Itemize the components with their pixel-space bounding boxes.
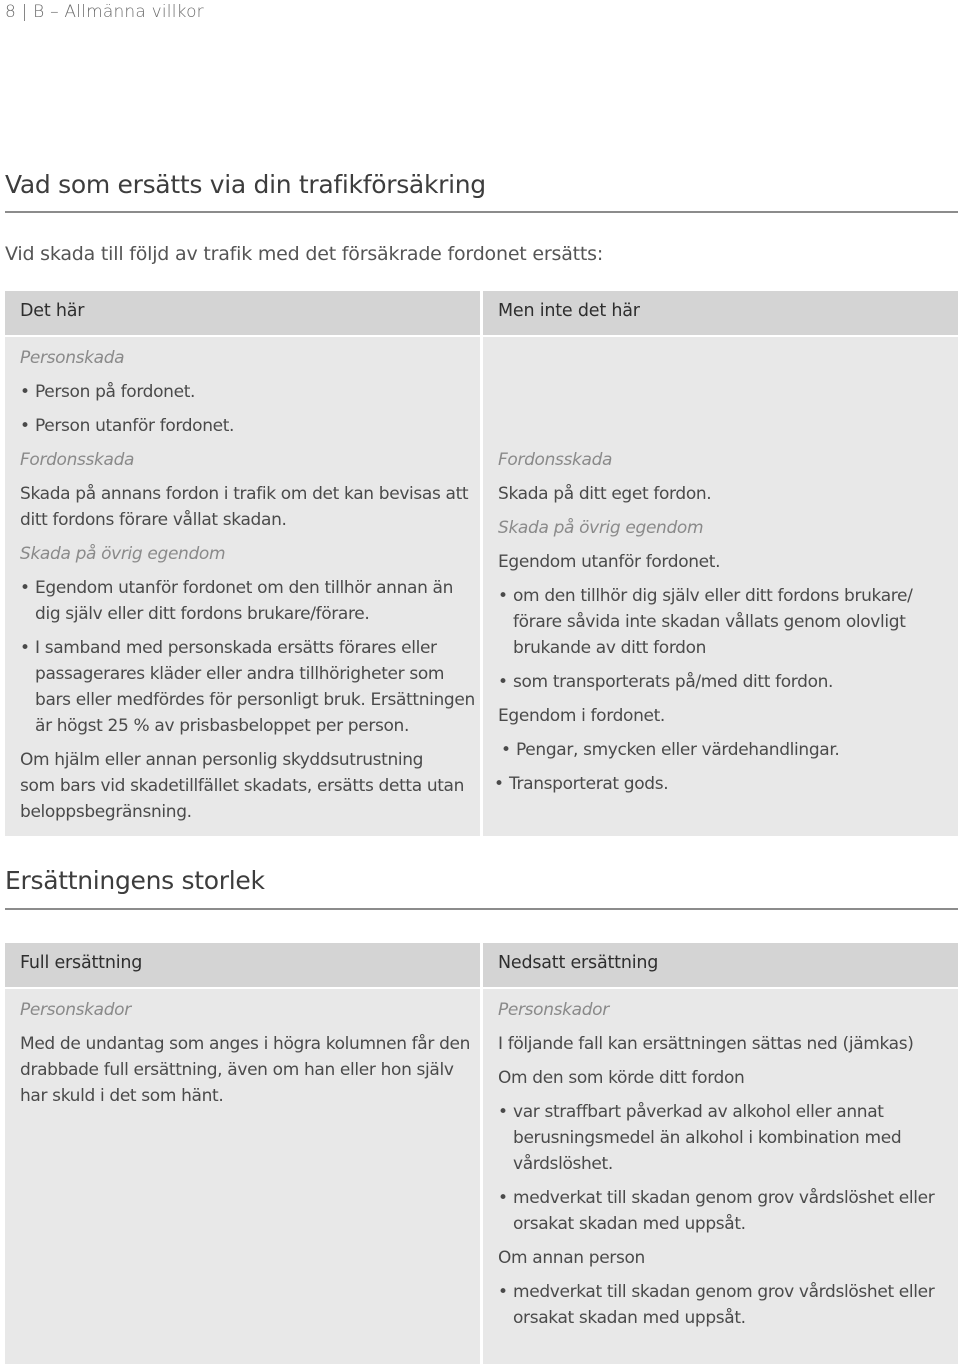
- list-item: • I samband med personskada ersätts förares eller: [35, 635, 437, 661]
- list-item-continuation: orsakat skadan med uppsåt.: [513, 1214, 746, 1234]
- list-item: • medverkat till skadan genom grov vårdslöshet eller: [513, 1279, 934, 1305]
- column-header-det-har: Det här: [20, 301, 85, 321]
- section-title-trafikforsakring: Vad som ersätts via din trafikförsäkring: [5, 170, 486, 199]
- list-item-continuation: orsakat skadan med uppsåt.: [513, 1308, 746, 1328]
- compensation-left-header-cell: [5, 943, 480, 987]
- list-item: • Transporterat gods.: [509, 771, 668, 797]
- paragraph-line: I följande fall kan ersättningen sättas ned (jämkas): [498, 1034, 914, 1054]
- heading-ovrig-egendom: Skada på övrig egendom: [498, 518, 704, 538]
- paragraph-line: Om den som körde ditt fordon: [498, 1068, 745, 1088]
- compensation-right-body: [483, 989, 958, 1364]
- paragraph-line: drabbade full ersättning, även om han eller hon själv: [20, 1060, 454, 1080]
- list-item-continuation: vårdslöshet.: [513, 1154, 613, 1174]
- section-subtitle: Vid skada till följd av trafik med det försäkrade fordonet ersätts:: [5, 243, 604, 265]
- list-item-continuation: brukande av ditt fordon: [513, 638, 707, 658]
- list-item: • Egendom utanför fordonet om den tillhör annan än: [35, 575, 453, 601]
- heading-fordonsskada: Fordonsskada: [498, 450, 613, 470]
- page-header: 8 | B – Allmänna villkor: [5, 2, 204, 22]
- list-item: • som transporterats på/med ditt fordon.: [513, 669, 833, 695]
- list-item-continuation: dig själv eller ditt fordons brukare/förare.: [35, 604, 370, 624]
- paragraph-line: Med de undantag som anges i högra kolumnen får den: [20, 1034, 471, 1054]
- list-item: • Person utanför fordonet.: [35, 413, 234, 439]
- coverage-right-body: [483, 337, 958, 836]
- list-item: • Pengar, smycken eller värdehandlingar.: [516, 737, 839, 763]
- column-header-full-ersattning: Full ersättning: [20, 953, 143, 973]
- paragraph-line: Skada på ditt eget fordon.: [498, 484, 712, 504]
- compensation-left-body: [5, 989, 480, 1364]
- heading-fordonsskada: Fordonsskada: [20, 450, 135, 470]
- compensation-table: [5, 943, 958, 1364]
- list-item: • om den tillhör dig själv eller ditt fordons brukare/: [513, 583, 913, 609]
- paragraph-line: Skada på annans fordon i trafik om det kan bevisas att: [20, 484, 469, 504]
- list-item-continuation: passagerares kläder eller andra tillhörigheter som: [35, 664, 445, 684]
- list-item: • medverkat till skadan genom grov vårdslöshet eller: [513, 1185, 934, 1211]
- column-header-men-inte: Men inte det här: [498, 301, 640, 321]
- section-rule: [5, 908, 958, 910]
- paragraph-line: beloppsbegränsning.: [20, 802, 192, 822]
- paragraph-line: som bars vid skadetillfället skadats, ersätts detta utan: [20, 776, 465, 796]
- paragraph-line: Om annan person: [498, 1248, 645, 1268]
- column-header-nedsatt-ersattning: Nedsatt ersättning: [498, 953, 659, 973]
- list-item-continuation: förare såvida inte skadan vållats genom olovligt: [513, 612, 906, 632]
- compensation-right-header-cell: [483, 943, 958, 987]
- paragraph-line: Egendom utanför fordonet.: [498, 552, 721, 572]
- paragraph-line: Egendom i fordonet.: [498, 706, 665, 726]
- section-rule: [5, 211, 958, 213]
- list-item: • Person på fordonet.: [35, 379, 195, 405]
- heading-ovrig-egendom: Skada på övrig egendom: [20, 544, 226, 564]
- paragraph-line: ditt fordons förare vållat skadan.: [20, 510, 287, 530]
- paragraph-line: har skuld i det som hänt.: [20, 1086, 224, 1106]
- section-title-ersattningens-storlek: Ersättningens storlek: [5, 866, 265, 895]
- coverage-left-body: [5, 337, 480, 836]
- list-item-continuation: berusningsmedel än alkohol i kombination med: [513, 1128, 902, 1148]
- heading-personskador: Personskador: [498, 1000, 609, 1020]
- heading-personskador: Personskador: [20, 1000, 131, 1020]
- coverage-table: [5, 291, 958, 836]
- list-item-continuation: bars eller medfördes för personligt bruk. Ersättningen: [35, 690, 475, 710]
- heading-personskada: Personskada: [20, 348, 125, 368]
- list-item: • var straffbart påverkad av alkohol eller annat: [513, 1099, 884, 1125]
- coverage-left-header-cell: [5, 291, 480, 335]
- coverage-right-header-cell: [483, 291, 958, 335]
- list-item-continuation: är högst 25 % av prisbasbeloppet per person.: [35, 716, 410, 736]
- paragraph-line: Om hjälm eller annan personlig skyddsutrustning: [20, 750, 424, 770]
